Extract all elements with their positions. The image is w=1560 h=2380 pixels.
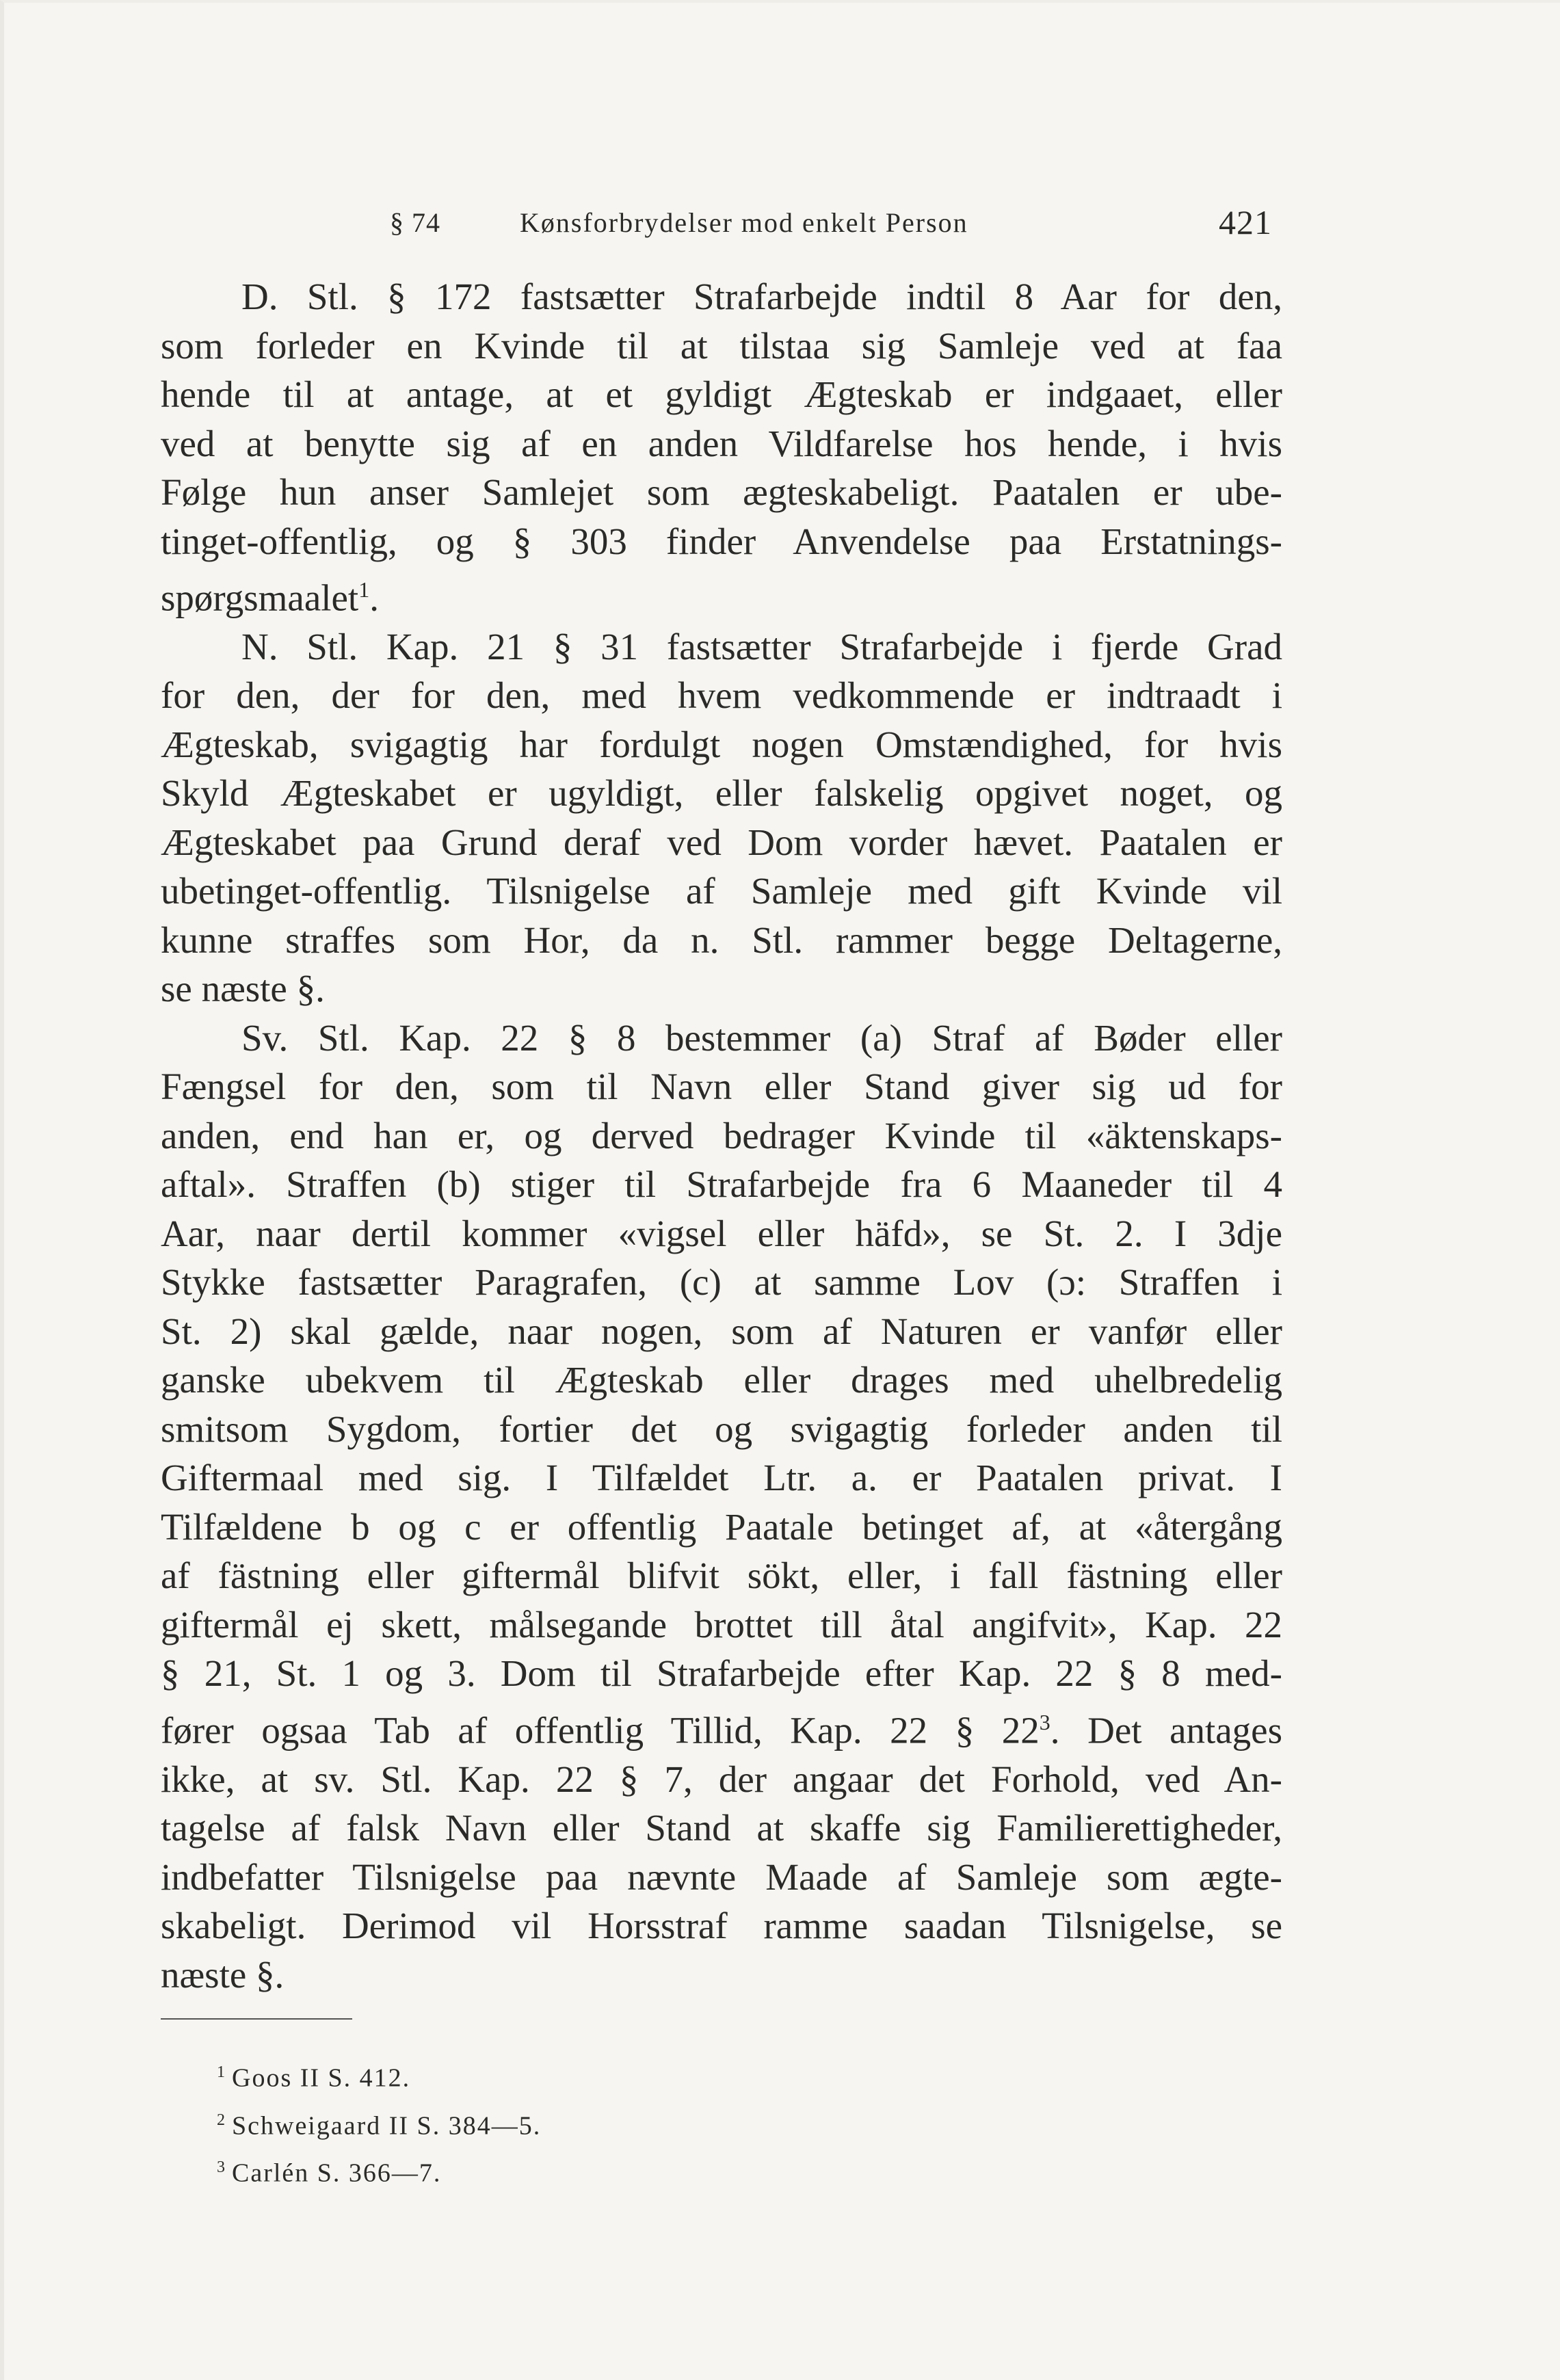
footnote-reference: 3: [1039, 1709, 1050, 1734]
text-line: [161, 1803, 1282, 1853]
line-text-tail: . Det antages: [1050, 1709, 1282, 1751]
text-line: [161, 1600, 1282, 1650]
line-text: for den, der for den, med hvem vedkommende er indtraadt i: [161, 674, 1282, 717]
line-text: tinget-offentlig, og § 303 finder Anvendelse paa Erstatnings-: [161, 520, 1282, 562]
line-text: Ægteskab, svigagtig har fordulgt nogen Omstændighed, for hvis: [161, 723, 1282, 765]
running-title: Kønsforbrydelser mod enkelt Person: [520, 207, 968, 238]
footnote-separator: [161, 2018, 352, 2020]
line-text: hende til at antage, at et gyldigt Ægteskab er indgaaet, eller: [161, 373, 1282, 415]
line-text: Stykke fastsætter Paragrafen, (c) at samme Lov (ɔ: Straffen i: [161, 1261, 1282, 1304]
page-number: 421: [1219, 203, 1272, 241]
text-line: [161, 272, 1282, 321]
text-line: [161, 818, 1282, 867]
text-line: [161, 1503, 1282, 1552]
line-text: kunne straffes som Hor, da n. Stl. rammer begge Deltagerne,: [161, 918, 1282, 961]
line-text: skabeligt. Derimod vil Horsstraf ramme saadan Tilsnigelse, se: [161, 1905, 1282, 1947]
text-line: [161, 769, 1282, 818]
line-text: giftermål ej skett, målsegande brottet till åtal angifvit», Kap. 22: [161, 1603, 1282, 1645]
text-line: [161, 1258, 1282, 1307]
line-text: se næste §.: [161, 968, 325, 1010]
text-line: [161, 720, 1282, 769]
footnote-text: Schweigaard II S. 384—5.: [232, 2111, 542, 2141]
footnote-text: Goos II S. 412.: [232, 2063, 411, 2093]
text-line: [161, 1356, 1282, 1405]
text-line: [161, 671, 1282, 720]
text-line: [161, 1698, 1282, 1755]
text-line: [161, 1649, 1282, 1698]
text-line: [161, 1951, 1282, 2000]
line-text: anden, end han er, og derved bedrager Kvinde til «äktenskaps-: [161, 1114, 1282, 1156]
line-text: fører ogsaa Tab af offentlig Tillid, Kap. 22 § 22: [161, 1709, 1040, 1751]
footnotes: [217, 2052, 542, 2195]
line-text: ubetinget-offentlig. Tilsnigelse af Samleje med gift Kvinde vil: [161, 870, 1282, 912]
line-text: indbefatter Tilsnigelse paa nævnte Maade af Samleje som ægte-: [161, 1855, 1282, 1898]
line-text: N. Stl. Kap. 21 § 31 fastsætter Strafarbejde i fjerde Grad: [241, 625, 1282, 667]
footnote-mark: 1: [217, 2063, 226, 2081]
text-line: [161, 321, 1282, 371]
line-text: Skyld Ægteskabet er ugyldigt, eller falskelig opgivet noget, og: [161, 772, 1282, 815]
line-text: ganske ubekvem til Ægteskab eller drages med uhelbredelig: [161, 1359, 1282, 1401]
line-text: ved at benytte sig af en anden Vildfarelse hos hende, i hvis: [161, 422, 1282, 464]
line-text: smitsom Sygdom, fortier det og svigagtig forleder anden til: [161, 1407, 1282, 1450]
text-line: [161, 468, 1282, 517]
footnote-2: [217, 2100, 542, 2147]
text-line: [161, 566, 1282, 622]
text-line: [161, 1014, 1282, 1063]
line-text: ikke, at sv. Stl. Kap. 22 § 7, der angaar det Forhold, ved An-: [161, 1758, 1282, 1800]
line-text: som forleder en Kvinde til at tilstaa sig Samleje ved at faa: [161, 324, 1282, 367]
line-text: næste §.: [161, 1953, 285, 1996]
line-text: § 21, St. 1 og 3. Dom til Strafarbejde efter Kap. 22 § 8 med-: [161, 1652, 1282, 1695]
line-text: Følge hun anser Samlejet som ægteskabeligt. Paatalen er ube-: [161, 471, 1282, 513]
text-line: [161, 964, 1282, 1014]
text-line: [161, 1551, 1282, 1600]
text-line: [161, 1755, 1282, 1804]
running-header: [390, 198, 1272, 253]
footnote-text: Carlén S. 366—7.: [232, 2158, 442, 2188]
footnote-mark: 3: [217, 2158, 226, 2177]
text-line: [161, 1853, 1282, 1902]
text-line: [161, 867, 1282, 916]
text-line: [161, 1405, 1282, 1454]
text-line: [161, 517, 1282, 566]
text-line: [161, 1307, 1282, 1356]
text-line: [161, 1062, 1282, 1111]
line-text: af fästning eller giftermål blifvit sökt, eller, i fall fästning eller: [161, 1555, 1282, 1597]
footnote-mark: 2: [217, 2111, 226, 2129]
text-line: [161, 1453, 1282, 1503]
footnote-reference: 1: [358, 577, 370, 602]
body-text: [161, 272, 1282, 1999]
line-text: spørgsmaalet: [161, 577, 359, 619]
text-line: [161, 622, 1282, 672]
line-text: Fængsel for den, som til Navn eller Stand giver sig ud for: [161, 1066, 1282, 1108]
text-line: [161, 1111, 1282, 1161]
line-text-tail: .: [369, 577, 379, 619]
line-text: St. 2) skal gælde, naar nogen, som af Naturen er vanfør eller: [161, 1310, 1282, 1352]
text-line: [161, 1901, 1282, 1951]
line-text: Tilfældene b og c er offentlig Paatale betinget af, at «återgång: [161, 1505, 1282, 1548]
section-mark: § 74: [390, 207, 440, 238]
line-text: D. Stl. § 172 fastsætter Strafarbejde indtil 8 Aar for den,: [241, 276, 1282, 317]
text-line: [161, 419, 1282, 468]
text-line: [161, 1160, 1282, 1209]
line-text: aftal». Straffen (b) stiger til Strafarbejde fra 6 Maaneder til 4: [161, 1163, 1282, 1206]
footnote-3: [217, 2147, 541, 2195]
line-text: Ægteskabet paa Grund deraf ved Dom vorder hævet. Paatalen er: [161, 821, 1282, 863]
line-text: tagelse af falsk Navn eller Stand at skaffe sig Familierettigheder,: [161, 1807, 1282, 1849]
footnote-1: [217, 2052, 541, 2100]
text-line: [161, 370, 1282, 419]
text-line: [161, 916, 1282, 965]
line-text: Sv. Stl. Kap. 22 § 8 bestemmer (a) Straf af Bøder eller: [241, 1016, 1282, 1059]
text-line: [161, 1209, 1282, 1258]
line-text: Aar, naar dertil kommer «vigsel eller häfd», se St. 2. I 3dje: [161, 1212, 1282, 1254]
line-text: Giftermaal med sig. I Tilfældet Ltr. a. er Paatalen privat. I: [161, 1457, 1282, 1499]
